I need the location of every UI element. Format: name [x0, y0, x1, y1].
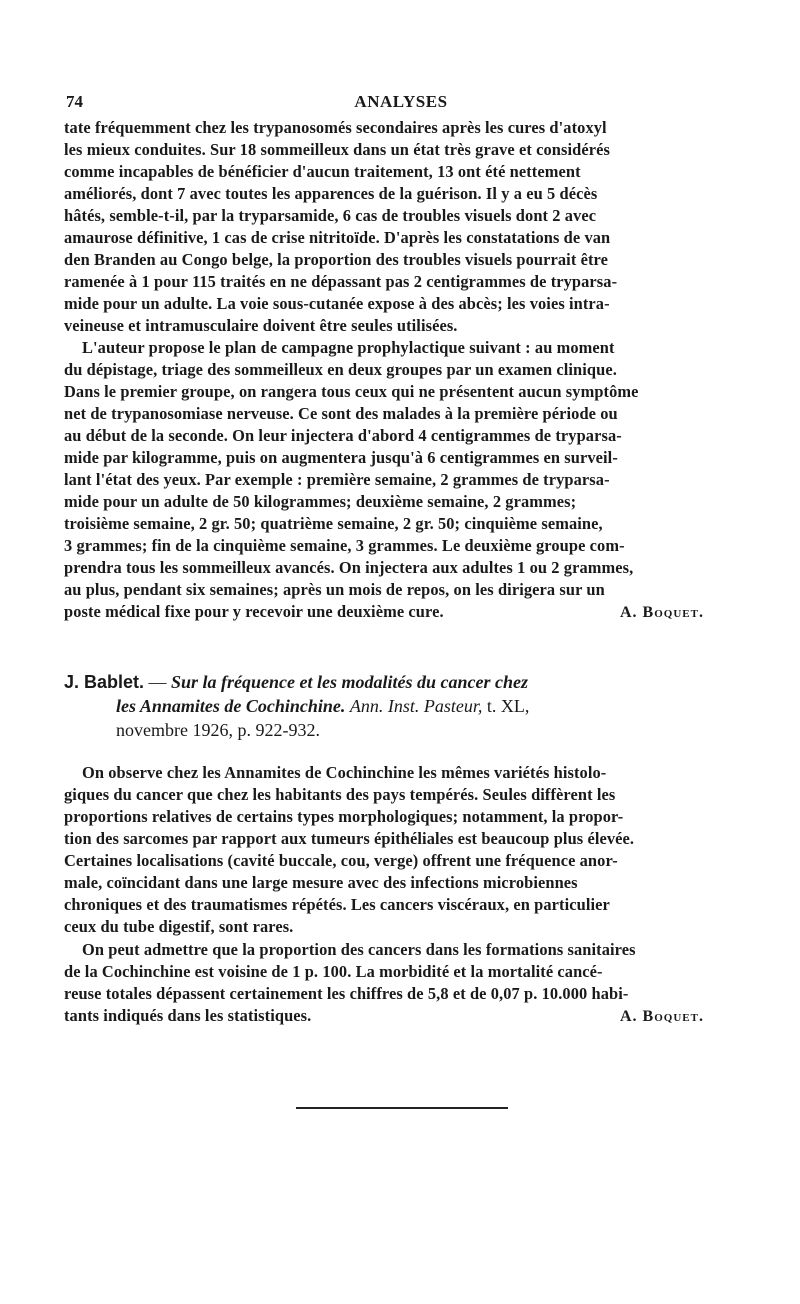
text-line: de la Cochinchine est voisine de 1 p. 100. La morbidité et la mortalité cancé- — [64, 962, 603, 981]
page-header — [66, 92, 736, 114]
text-line: L'auteur propose le plan de campagne prophylactique suivant : au moment — [82, 338, 615, 357]
text-line: prendra tous les sommeilleux avancés. On injectera aux adultes 1 ou 2 grammes, — [64, 558, 634, 577]
text-line: giques du cancer que chez les habitants des pays tempérés. Seules diffèrent les — [64, 785, 616, 804]
text-line: 3 grammes; fin de la cinquième semaine, 3 grammes. Le deuxième groupe com- — [64, 536, 625, 555]
entry-dash: — — [144, 672, 172, 692]
text-line: Dans le premier groupe, on rangera tous ceux qui ne présentent aucun symptôme — [64, 382, 639, 401]
reviewer-signature: A. Boquet. — [620, 1008, 704, 1025]
entry-title-part1: Sur la fréquence et les modalités du cancer chez — [171, 672, 529, 692]
text-line: hâtés, semble-t-il, par la tryparsamide, 6 cas de troubles visuels dont 2 avec — [64, 206, 597, 225]
text-line: les mieux conduites. Sur 18 sommeilleux dans un état très grave et considérés — [64, 140, 610, 159]
text-line: proportions relatives de certains types morphologiques; notamment, la propor- — [64, 807, 624, 826]
text-line: mide pour un adulte. La voie sous-cutanée expose à des abcès; les voies intra- — [64, 294, 610, 313]
text-line: mide par kilogramme, puis on augmentera jusqu'à 6 centigrammes en surveil- — [64, 448, 618, 467]
text-line: amaurose définitive, 1 cas de crise nitritoïde. D'après les constatations de van — [64, 228, 611, 247]
text-line: tion des sarcomes par rapport aux tumeurs épithéliales est beaucoup plus élevée. — [64, 829, 635, 848]
entry-title-part2: les Annamites de Cochinchine. — [116, 696, 346, 716]
entry-volume: t. XL, — [482, 696, 530, 716]
text-line: comme incapables de bénéficier d'aucun traitement, 13 ont été nettement — [64, 162, 581, 181]
text-line: tants indiqués dans les statistiques. — [64, 1006, 312, 1025]
text-line: ceux du tube digestif, sont rares. — [64, 917, 294, 936]
page-number: 74 — [66, 92, 83, 111]
running-head: ANALYSES — [354, 92, 448, 111]
text-line: poste médical fixe pour y recevoir une deuxième cure. — [64, 602, 444, 621]
text-line: tate fréquemment chez les trypanosomés secondaires après les cures d'atoxyl — [64, 118, 607, 137]
text-line: lant l'état des yeux. Par exemple : première semaine, 2 grammes de tryparsa- — [64, 470, 610, 489]
text-line: améliorés, dont 7 avec toutes les apparences de la guérison. Il y a eu 5 décès — [64, 184, 598, 203]
text-line: veineuse et intramusculaire doivent être seules utilisées. — [64, 316, 458, 335]
text-line: Certaines localisations (cavité buccale, cou, verge) offrent une fréquence anor- — [64, 851, 618, 870]
text-line: au plus, pendant six semaines; après un mois de repos, on les dirigera sur un — [64, 580, 605, 599]
text-line: reuse totales dépassent certainement les chiffres de 5,8 et de 0,07 p. 10.000 habi- — [64, 984, 629, 1003]
entry-heading-line — [64, 670, 528, 694]
text-line: On observe chez les Annamites de Cochinchine les mêmes variétés histolo- — [82, 763, 607, 782]
text-line: male, coïncidant dans une large mesure avec des infections microbiennes — [64, 873, 578, 892]
text-line: mide pour un adulte de 50 kilogrammes; deuxième semaine, 2 grammes; — [64, 492, 577, 511]
text-line: chroniques et des traumatismes répétés. Les cancers viscéraux, en particulier — [64, 895, 610, 914]
text-line: ramenée à 1 pour 115 traités en ne dépassant pas 2 centigrammes de tryparsa- — [64, 272, 618, 291]
text-line: troisième semaine, 2 gr. 50; quatrième semaine, 2 gr. 50; cinquième semaine, — [64, 514, 603, 533]
text-line: On peut admettre que la proportion des cancers dans les formations sanitaires — [82, 940, 636, 959]
section-divider — [296, 1107, 508, 1109]
reviewer-signature: A. Boquet. — [620, 604, 704, 621]
entry-journal: Ann. Inst. Pasteur, — [349, 696, 483, 716]
text-line: den Branden au Congo belge, la proportion des troubles visuels pourrait être — [64, 250, 608, 269]
entry-date-line: novembre 1926, p. 922-932. — [116, 720, 320, 740]
entry-title-line — [116, 694, 529, 718]
text-line: au début de la seconde. On leur injectera d'abord 4 centigrammes de tryparsa- — [64, 426, 622, 445]
text-line: du dépistage, triage des sommeilleux en deux groupes par un examen clinique. — [64, 360, 617, 379]
entry-author: J. Bablet. — [64, 672, 145, 692]
text-line: net de trypanosomiase nerveuse. Ce sont des malades à la première période ou — [64, 404, 618, 423]
